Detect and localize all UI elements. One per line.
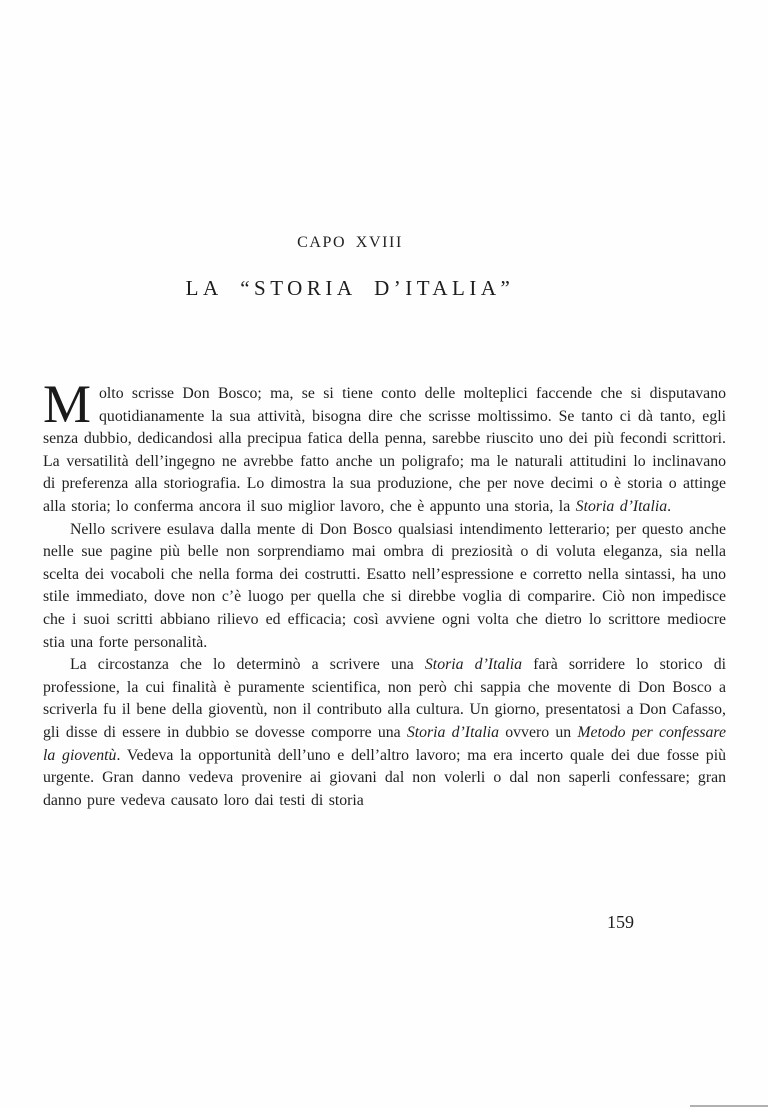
text-run: . Vedeva la opportunità dell’uno e dell’altro lavoro; ma era incerto quale dei due fosse più urgente. Gran danno vedeva provenire ai giovani dal non volerli o dal non saperli confessare; gran danno pure vedeva causato loro dai testi di storia: [43, 746, 726, 809]
paragraph: [43, 654, 726, 812]
text-run: .: [667, 497, 672, 515]
page-number: 159: [607, 912, 634, 932]
scan-artifact-line: [690, 1105, 768, 1107]
paragraph: [43, 519, 726, 655]
book-title-italic: Storia d’Italia: [424, 656, 523, 674]
body-text: [43, 374, 727, 812]
text-run: Nello scrivere esulava dalla mente di Don Bosco qualsiasi intendimento letterario; per questo anche nelle sue pagine più belle non sorprendiamo mai ombra di preziosità o di voluta eleganza, sia nella scelta dei vocaboli che nella forma dei costrutti. Esatto nell’espressione e corretto nella sintassi, ha uno stile immediato, dove non c’è luogo per quella che si direbbe voglia di comparire. Ciò non impedisce che i suoi scritti abbiano rilievo ed efficacia; così avviene ogni volta che dietro lo scrittore mediocre stia una forte personalità.: [43, 520, 726, 651]
book-title-italic: Storia d’Italia: [406, 723, 500, 741]
book-title-italic: Metodo per confessare la gioventù: [43, 723, 726, 764]
text-run: La circostanza che lo determinò a scrivere una: [70, 656, 425, 674]
page-title: LA “STORIA D’ITALIA”: [185, 276, 515, 300]
chapter-kicker: CAPO XVIII: [297, 234, 403, 251]
dropcap: M: [43, 374, 92, 434]
paragraph: [43, 374, 726, 519]
text-run: olto scrisse Don Bosco; ma, se si tiene conto delle molteplici faccende che si disputavano quotidianamente la sua attività, bisogna dire che scrisse moltissimo. Se tanto ci dà tanto, egli senza dubbio, dedicandosi alla precipua fatica della penna, sarebbe riuscito uno dei più fecondi scrittori. La versatilità dell’ingegno ne avrebbe fatto anche un poligrafo; ma le naturali attitudini lo inclinavano di preferenza alla storiografia. Lo dimostra la sua produzione, che per nove decimi o è storia o attinge alla storia; lo conferma ancora il suo miglior lavoro, che è appunto una storia, la: [43, 385, 726, 515]
text-run: ovvero un: [499, 723, 578, 741]
book-title-italic: Storia d’Italia: [575, 497, 668, 515]
text-run: farà sorridere lo storico di professione, la cui finalità è puramente scientifica, non però chi sappia che movente di Don Bosco a scriverla fu il bene della gioventù, non il contributo alla cultura. Un giorno, presentatosi a Don Cafasso, gli disse di essere in dubbio se dovesse comporre una: [43, 656, 727, 741]
